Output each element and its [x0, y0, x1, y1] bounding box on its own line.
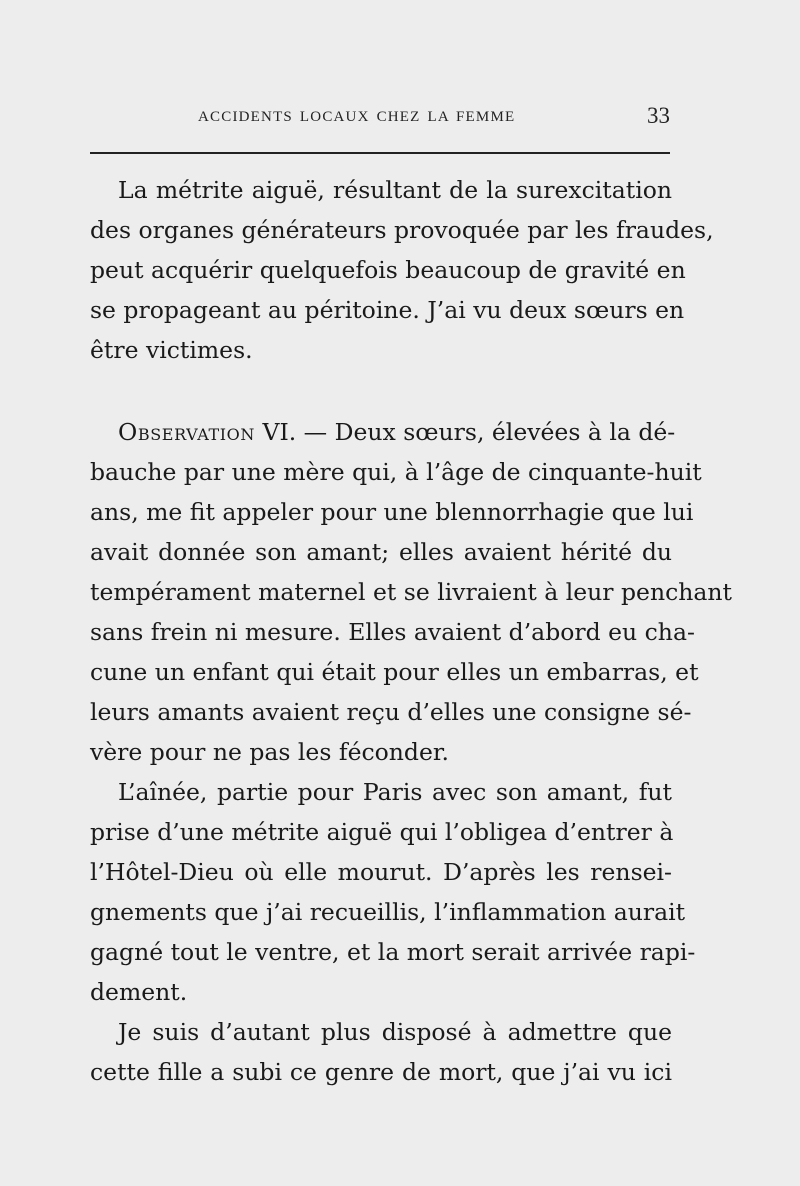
text-line: être victimes. — [90, 336, 253, 364]
observation-heading-rest: VI. — Deux sœurs, élevées à la dé- — [255, 418, 676, 446]
text-line: tempérament maternel et se livraient à leur penchant — [90, 578, 732, 606]
text-line: L’aînée, partie pour Paris avec son amant, fut — [118, 778, 672, 806]
text-line: des organes générateurs provoquée par les fraudes, — [90, 216, 714, 244]
text-line: peut acquérir quelquefois beaucoup de gravité en — [90, 256, 686, 284]
header-rule — [90, 152, 670, 154]
text-line: leurs amants avaient reçu d’elles une consigne sé- — [90, 698, 692, 726]
text-line: avait donnée son amant; elles avaient hérité du — [90, 538, 672, 566]
text-line: bauche par une mère qui, à l’âge de cinquante-huit — [90, 458, 702, 486]
section-gap — [90, 370, 672, 412]
observation-label: Observation — [118, 418, 255, 446]
text-line: gnements que j’ai recueillis, l’inflammation aurait — [90, 898, 686, 926]
text-line: cette fille a subi ce genre de mort, que j’ai vu ici — [90, 1058, 672, 1086]
paragraph-3 — [90, 772, 696, 1012]
paragraph-1 — [90, 170, 714, 370]
body-text — [90, 170, 732, 1092]
text-line: dement. — [90, 978, 188, 1006]
observation-heading-line — [90, 412, 676, 452]
paragraph-4 — [90, 1012, 672, 1092]
text-line: ans, me fit appeler pour une blennorrhagie que lui — [90, 498, 694, 526]
running-title: ACCIDENTS LOCAUX CHEZ LA FEMME — [198, 109, 516, 125]
page-header — [90, 103, 670, 133]
text-line: se propageant au péritoine. J’ai vu deux sœurs en — [90, 296, 685, 324]
text-line: La métrite aiguë, résultant de la surexcitation — [118, 176, 672, 204]
observation-paragraph — [90, 412, 732, 772]
text-line: cune un enfant qui était pour elles un embarras, et — [90, 658, 699, 686]
text-line: Je suis d’autant plus disposé à admettre que — [118, 1018, 672, 1046]
text-line: vère pour ne pas les féconder. — [90, 738, 449, 766]
text-line: sans frein ni mesure. Elles avaient d’abord eu cha- — [90, 618, 695, 646]
page-number: 33 — [647, 103, 670, 128]
text-line: gagné tout le ventre, et la mort serait arrivée rapi- — [90, 938, 696, 966]
text-line: l’Hôtel-Dieu où elle mourut. D’après les rensei- — [90, 858, 672, 886]
text-line: prise d’une métrite aiguë qui l’obligea d’entrer à — [90, 818, 674, 846]
